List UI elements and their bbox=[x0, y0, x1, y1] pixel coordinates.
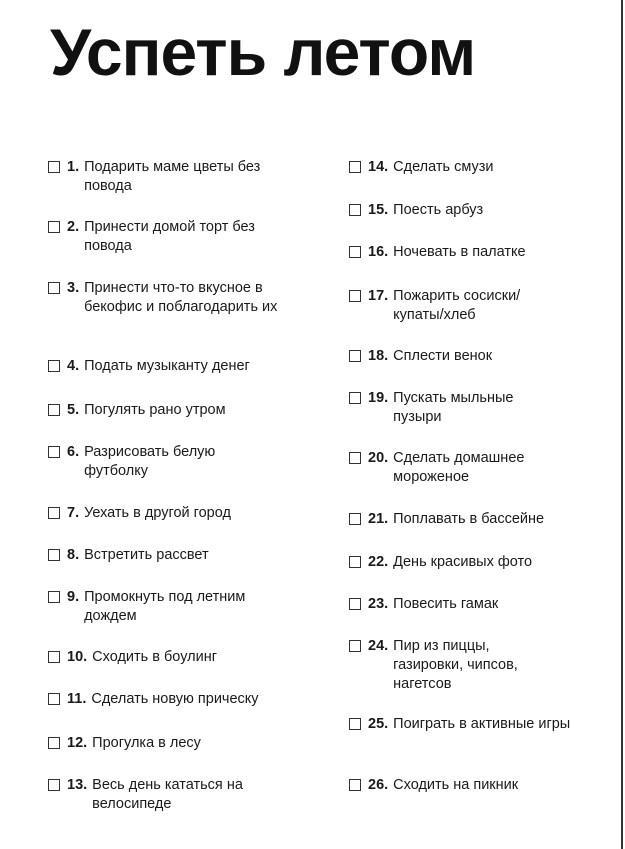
checklist-item[interactable] bbox=[349, 158, 614, 177]
item-text: Поесть арбуз bbox=[393, 202, 484, 218]
item-text: Встретить рассвет bbox=[84, 547, 209, 563]
checklist-item[interactable] bbox=[48, 279, 318, 317]
item-text: Пир из пиццы, газировки, чипсов, нагетсов bbox=[393, 638, 518, 692]
item-text: Сделать домашнее мороженое bbox=[393, 450, 525, 485]
item-number: 13. bbox=[67, 777, 88, 793]
item-text: Сходить на пикник bbox=[393, 777, 519, 793]
checklist-item[interactable] bbox=[349, 715, 614, 734]
checkbox[interactable] bbox=[349, 392, 361, 404]
item-number: 19. bbox=[368, 390, 389, 406]
checkbox[interactable] bbox=[349, 350, 361, 362]
item-text: Поплавать в бассейне bbox=[393, 511, 545, 527]
item-number: 26. bbox=[368, 777, 389, 793]
item-text: Сходить в боулинг bbox=[92, 649, 217, 665]
item-number: 20. bbox=[368, 450, 389, 466]
item-number: 4. bbox=[67, 358, 80, 374]
item-number: 12. bbox=[67, 735, 88, 751]
item-number: 10. bbox=[67, 649, 88, 665]
checklist-item[interactable] bbox=[349, 449, 614, 487]
checklist-item[interactable] bbox=[349, 243, 614, 262]
item-text: Уехать в другой город bbox=[84, 505, 231, 521]
item-text: Промокнуть под летним дождем bbox=[84, 589, 246, 624]
checklist-item[interactable] bbox=[349, 389, 614, 427]
checklist-item[interactable] bbox=[48, 504, 318, 523]
item-number: 16. bbox=[368, 244, 389, 260]
checkbox[interactable] bbox=[48, 282, 60, 294]
checkbox[interactable] bbox=[349, 598, 361, 610]
checklist-item[interactable] bbox=[349, 347, 614, 366]
checklist-item[interactable] bbox=[48, 443, 318, 481]
checkbox[interactable] bbox=[349, 779, 361, 791]
checkbox[interactable] bbox=[48, 549, 60, 561]
checkbox[interactable] bbox=[349, 452, 361, 464]
item-text: Повесить гамак bbox=[393, 596, 499, 612]
checklist-item[interactable] bbox=[349, 510, 614, 529]
checklist-item[interactable] bbox=[349, 287, 614, 325]
checkbox[interactable] bbox=[349, 513, 361, 525]
item-text: Разрисовать белую футболку bbox=[84, 444, 216, 479]
checkbox[interactable] bbox=[48, 737, 60, 749]
item-text: Весь день кататься на велосипеде bbox=[92, 777, 243, 812]
checklist-item[interactable] bbox=[48, 690, 318, 709]
item-number: 2. bbox=[67, 219, 80, 235]
checkbox[interactable] bbox=[48, 446, 60, 458]
item-number: 21. bbox=[368, 511, 389, 527]
item-text: Сделать смузи bbox=[393, 159, 494, 175]
checkbox[interactable] bbox=[349, 161, 361, 173]
item-text: Поиграть в активные игры bbox=[393, 716, 571, 732]
checkbox[interactable] bbox=[349, 204, 361, 216]
item-number: 17. bbox=[368, 288, 389, 304]
item-text: Пожарить сосиски/ купаты/хлеб bbox=[393, 288, 521, 323]
checklist-item[interactable] bbox=[48, 648, 318, 667]
item-text: Сплести венок bbox=[393, 348, 493, 364]
checklist-item[interactable] bbox=[48, 546, 318, 565]
checklist-item[interactable] bbox=[349, 201, 614, 220]
item-text: Подать музыканту денег bbox=[84, 358, 250, 374]
item-text: Прогулка в лесу bbox=[92, 735, 201, 751]
item-number: 11. bbox=[67, 691, 87, 707]
item-text: День красивых фото bbox=[393, 554, 533, 570]
item-number: 1. bbox=[67, 159, 80, 175]
checklist-item[interactable] bbox=[48, 588, 318, 626]
item-text: Сделать новую прическу bbox=[91, 691, 259, 707]
item-number: 23. bbox=[368, 596, 389, 612]
checkbox[interactable] bbox=[48, 779, 60, 791]
item-number: 25. bbox=[368, 716, 389, 732]
checkbox[interactable] bbox=[48, 651, 60, 663]
checkbox[interactable] bbox=[48, 360, 60, 372]
item-number: 15. bbox=[368, 202, 389, 218]
checklist-item[interactable] bbox=[48, 776, 318, 814]
item-number: 6. bbox=[67, 444, 80, 460]
page-edge-divider bbox=[621, 0, 623, 849]
item-text: Принести что-то вкусное в бекофис и поблагодарить их bbox=[84, 280, 278, 315]
checklist-item[interactable] bbox=[48, 158, 318, 196]
item-text: Принести домой торт без повода bbox=[84, 219, 255, 254]
checkbox[interactable] bbox=[48, 221, 60, 233]
item-text: Погулять рано утром bbox=[84, 402, 226, 418]
checkbox[interactable] bbox=[48, 693, 60, 705]
item-text: Пускать мыльные пузыри bbox=[393, 390, 514, 425]
checkbox[interactable] bbox=[48, 591, 60, 603]
item-number: 18. bbox=[368, 348, 389, 364]
item-number: 9. bbox=[67, 589, 80, 605]
item-number: 24. bbox=[368, 638, 389, 654]
checklist-item[interactable] bbox=[349, 553, 614, 572]
item-number: 3. bbox=[67, 280, 80, 296]
checkbox[interactable] bbox=[48, 404, 60, 416]
checkbox[interactable] bbox=[349, 556, 361, 568]
checklist-item[interactable] bbox=[48, 357, 318, 376]
page-title: Успеть летом bbox=[50, 15, 476, 89]
item-text: Подарить маме цветы без повода bbox=[84, 159, 261, 194]
item-number: 22. bbox=[368, 554, 389, 570]
checklist-item[interactable] bbox=[349, 776, 614, 795]
checkbox[interactable] bbox=[349, 290, 361, 302]
checkbox[interactable] bbox=[349, 246, 361, 258]
item-number: 8. bbox=[67, 547, 80, 563]
checkbox[interactable] bbox=[349, 718, 361, 730]
checklist-item[interactable] bbox=[48, 218, 318, 256]
checklist-item[interactable] bbox=[349, 595, 614, 614]
checklist-item[interactable] bbox=[48, 734, 318, 753]
checklist-item[interactable] bbox=[48, 401, 318, 420]
checkbox[interactable] bbox=[349, 640, 361, 652]
checklist-item[interactable] bbox=[349, 637, 614, 694]
item-number: 5. bbox=[67, 402, 80, 418]
item-number: 7. bbox=[67, 505, 80, 521]
item-text: Ночевать в палатке bbox=[393, 244, 526, 260]
item-number: 14. bbox=[368, 159, 389, 175]
checkbox[interactable] bbox=[48, 161, 60, 173]
checkbox[interactable] bbox=[48, 507, 60, 519]
